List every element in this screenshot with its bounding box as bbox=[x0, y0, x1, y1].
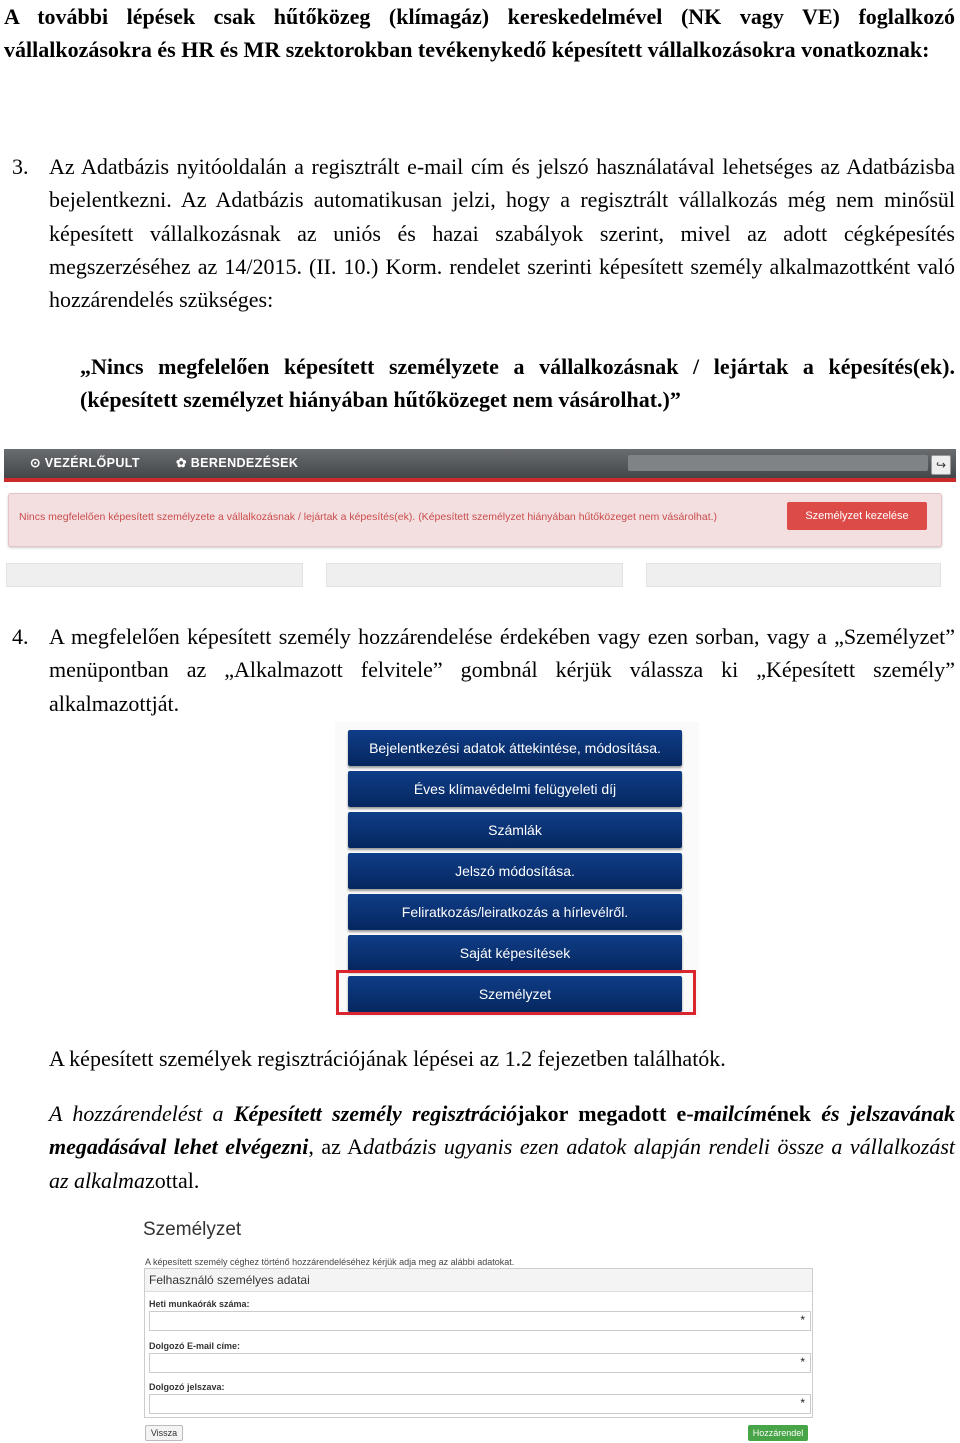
dashboard-card bbox=[6, 563, 303, 587]
warning-alert bbox=[8, 493, 942, 547]
required-mark: * bbox=[800, 1313, 805, 1327]
menu-item-newsletter[interactable]: Feliratkozás/leiratkozás a hírlevélről. bbox=[348, 894, 682, 930]
hours-input[interactable] bbox=[149, 1311, 811, 1331]
email-label: Dolgozó E-mail címe: bbox=[149, 1341, 241, 1351]
assign-button[interactable]: Hozzárendel bbox=[748, 1425, 808, 1441]
final-text-8: , az A bbox=[308, 1134, 364, 1160]
final-text-2: Képesített személy regisztráció bbox=[233, 1101, 518, 1126]
panel-title: Felhasználó személyes adatai bbox=[145, 1269, 812, 1292]
note-paragraph: A képesített személyek regisztrációjának lépései az 1.2 fejezetben találhatók. bbox=[49, 1046, 726, 1071]
accent-divider bbox=[4, 478, 956, 482]
menu-item-invoices[interactable]: Számlák bbox=[348, 812, 682, 848]
final-text-3: jakor megadott e- bbox=[517, 1101, 694, 1126]
form-title: Személyzet bbox=[143, 1219, 242, 1240]
menu-item-login-data[interactable]: Bejelentkezési adatok áttekintése, módosítása. bbox=[348, 730, 682, 766]
step3-number: 3. bbox=[12, 154, 29, 179]
form-panel bbox=[144, 1268, 813, 1418]
final-text-10: zottal. bbox=[144, 1167, 200, 1193]
menu-item-annual-fee[interactable]: Éves klímavédelmi felügyeleti díj bbox=[348, 771, 682, 807]
staff-form-screenshot bbox=[141, 1215, 816, 1443]
required-mark: * bbox=[800, 1396, 805, 1410]
final-text-4: mail bbox=[693, 1101, 734, 1126]
step4-number: 4. bbox=[12, 624, 29, 649]
dashboard-screenshot bbox=[4, 449, 956, 585]
final-text-1: A hozzárendelést a bbox=[49, 1101, 234, 1126]
logout-icon[interactable]: ↪ bbox=[931, 455, 951, 475]
dashboard-card bbox=[326, 563, 623, 587]
nav-dashboard[interactable]: ⊙ VEZÉRLŐPULT bbox=[30, 456, 140, 470]
alert-message: Nincs megfelelően képesített személyzete a vállalkozásnak / lejártak a képesítés(ek). (Képesített személyzet hiányában hűtőközeget nem vásárolhat.) bbox=[19, 511, 718, 523]
final-paragraph bbox=[49, 1097, 955, 1197]
step3-quote: „Nincs megfelelően képesített személyzete a vállalkozásnak / lejártak a képesítés(ek). (képesített személyzet hiányában hűtőközeget nem vásárolhat.)” bbox=[80, 354, 955, 413]
hours-label: Heti munkaórák száma: bbox=[149, 1299, 250, 1309]
step4-paragraph: A megfelelően képesített személy hozzárendelése érdekében vagy ezen sorban, vagy a „Személyzet” menüpontban az „Alkalmazott felvitele” gombnál kérjük válassza ki „Képesített személy” alkalmazottját. bbox=[49, 624, 955, 716]
search-input[interactable] bbox=[628, 455, 928, 471]
intro-paragraph: A további lépések csak hűtőközeg (klímagáz) kereskedelmével (NK vagy VE) foglalkozó vállalkozásokra és HR és MR szektorokban tevékenykedő képesített vállalkozásokra vonatkoznak: bbox=[4, 4, 955, 63]
manage-staff-button[interactable]: Személyzet kezelése bbox=[787, 502, 927, 530]
form-description: A képesített személy céghez történő hozzárendeléséhez kérjük adja meg az alábbi adatokat. bbox=[145, 1257, 515, 1267]
dashboard-card bbox=[646, 563, 941, 587]
menu-item-staff[interactable]: Személyzet bbox=[348, 976, 682, 1012]
menu-item-own-qualifications[interactable]: Saját képesítések bbox=[348, 935, 682, 971]
staff-highlight-frame bbox=[336, 970, 696, 1015]
email-input[interactable] bbox=[149, 1353, 811, 1373]
final-text-9: datbázis ugyanis ezen adatok alapján rendeli össze a vállalkozást az alkalma bbox=[49, 1134, 956, 1193]
required-mark: * bbox=[800, 1355, 805, 1369]
back-button[interactable]: Vissza bbox=[145, 1425, 183, 1441]
password-label: Dolgozó jelszava: bbox=[149, 1382, 225, 1392]
nav-equipment[interactable]: ✿ BERENDEZÉSEK bbox=[176, 456, 299, 470]
final-text-7: és jelszavának megadásával lehet elvégezni bbox=[49, 1101, 955, 1160]
step3-paragraph: Az Adatbázis nyitóoldalán a regisztrált e-mail cím és jelszó használatával lehetséges az Adatbázisba bejelentkezni. Az Adatbázis automatikusan jelzi, hogy a regisztrált vállalkozás még nem minősül képesített vállalkozásnak az uniós és hazai szabályok szerint, mivel az adott cégképesítés megszerzéséhez az 14/2015. (II. 10.) Korm. rendelet szerinti képesített személy alkalmazottként való hozzárendelés szükséges: bbox=[49, 154, 955, 313]
password-input[interactable] bbox=[149, 1394, 811, 1414]
final-text-6: ének bbox=[766, 1101, 822, 1126]
menu-item-change-password[interactable]: Jelszó módosítása. bbox=[348, 853, 682, 889]
top-navigation-bar bbox=[4, 449, 956, 478]
final-text-5: cím bbox=[733, 1101, 767, 1126]
